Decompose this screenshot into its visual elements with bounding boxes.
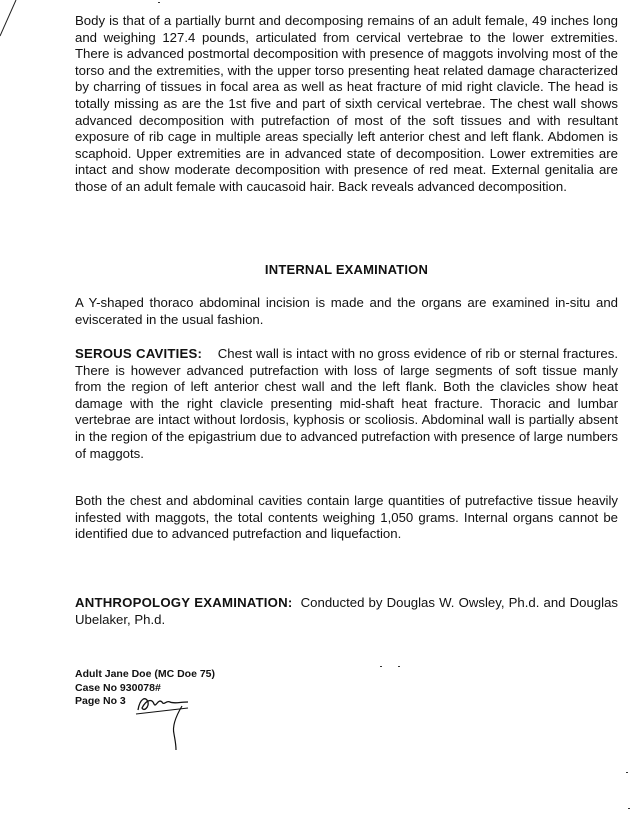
scan-speck xyxy=(626,772,628,773)
scan-speck xyxy=(380,666,382,667)
footer-case-number: Case No 930078# xyxy=(75,681,161,694)
handwritten-initials-signature xyxy=(130,692,200,752)
serous-cavities-text: Chest wall is intact with no gross evidence of rib or sternal fractures. There is however advanced putrefaction with loss of large segments of soft tissue manly from the region of left anterior chest wall and the left flank. Both the clavicles show heat damage with the right clavicle presenting mid-shaft heat fracture. Thoracic and lumbar vertebrae are intact without lordosis, kyphosis or scoliosis. Abdominal wall is partially absent in the region of the epigastrium due to advanced putrefaction with presence of large numbers of maggots. xyxy=(75,346,619,461)
scan-speck xyxy=(158,2,160,3)
external-description-paragraph: Body is that of a partially burnt and decomposing remains of an adult female, 49 inches long and weighing 127.4 pounds, articulated from cervical vertebrae to the lower extremities. There is advanced postmortal decomposition with presence of maggots involving most of the torso and the extremities, with the upper torso presenting heat related damage characterized by charring of tissues in focal area as well as heat fracture of mid right clavicle. The head is totally missing as are the 1st five and part of sixth cervical vertebrae. The chest wall shows advanced decomposition with putrefaction of most of the soft tissues and with resultant exposure of rib cage in multiple areas specially left anterior chest and left flank. Abdomen is scaphoid. Upper extremities are in advanced state of decomposition. Lower extremities are intact and show moderate decomposition with presence of red meat. External genitalia are those of an adult female with caucasoid hair. Back reveals advanced decomposition. xyxy=(75,13,618,194)
anthropology-label: ANTHROPOLOGY EXAMINATION: xyxy=(75,595,293,610)
scan-speck xyxy=(398,666,400,667)
serous-cavities-label: SEROUS CAVITIES: xyxy=(75,346,203,361)
footer-case-name: Adult Jane Doe (MC Doe 75) xyxy=(75,668,216,680)
scan-speck xyxy=(628,808,630,809)
serous-cavities-paragraph xyxy=(75,346,618,462)
internal-examination-heading: INTERNAL EXAMINATION xyxy=(264,262,429,277)
incision-paragraph: A Y-shaped thoraco abdominal incision is made and the organs are examined in-situ and eviscerated in the usual fashion. xyxy=(75,295,618,327)
footer-page-number: Page No 3 xyxy=(75,695,126,707)
anthropology-paragraph xyxy=(75,595,618,628)
anthropology-text: Conducted by Douglas W. Owsley, Ph.d. and Douglas Ubelaker, Ph.d. xyxy=(75,595,618,627)
corner-scan-mark xyxy=(0,0,20,40)
cavities-contents-paragraph: Both the chest and abdominal cavities contain large quantities of putrefactive tissue heavily infested with maggots, the total contents weighing 1,050 grams. Internal organs cannot be identified due to advanced putrefaction and liquefaction. xyxy=(75,493,618,542)
